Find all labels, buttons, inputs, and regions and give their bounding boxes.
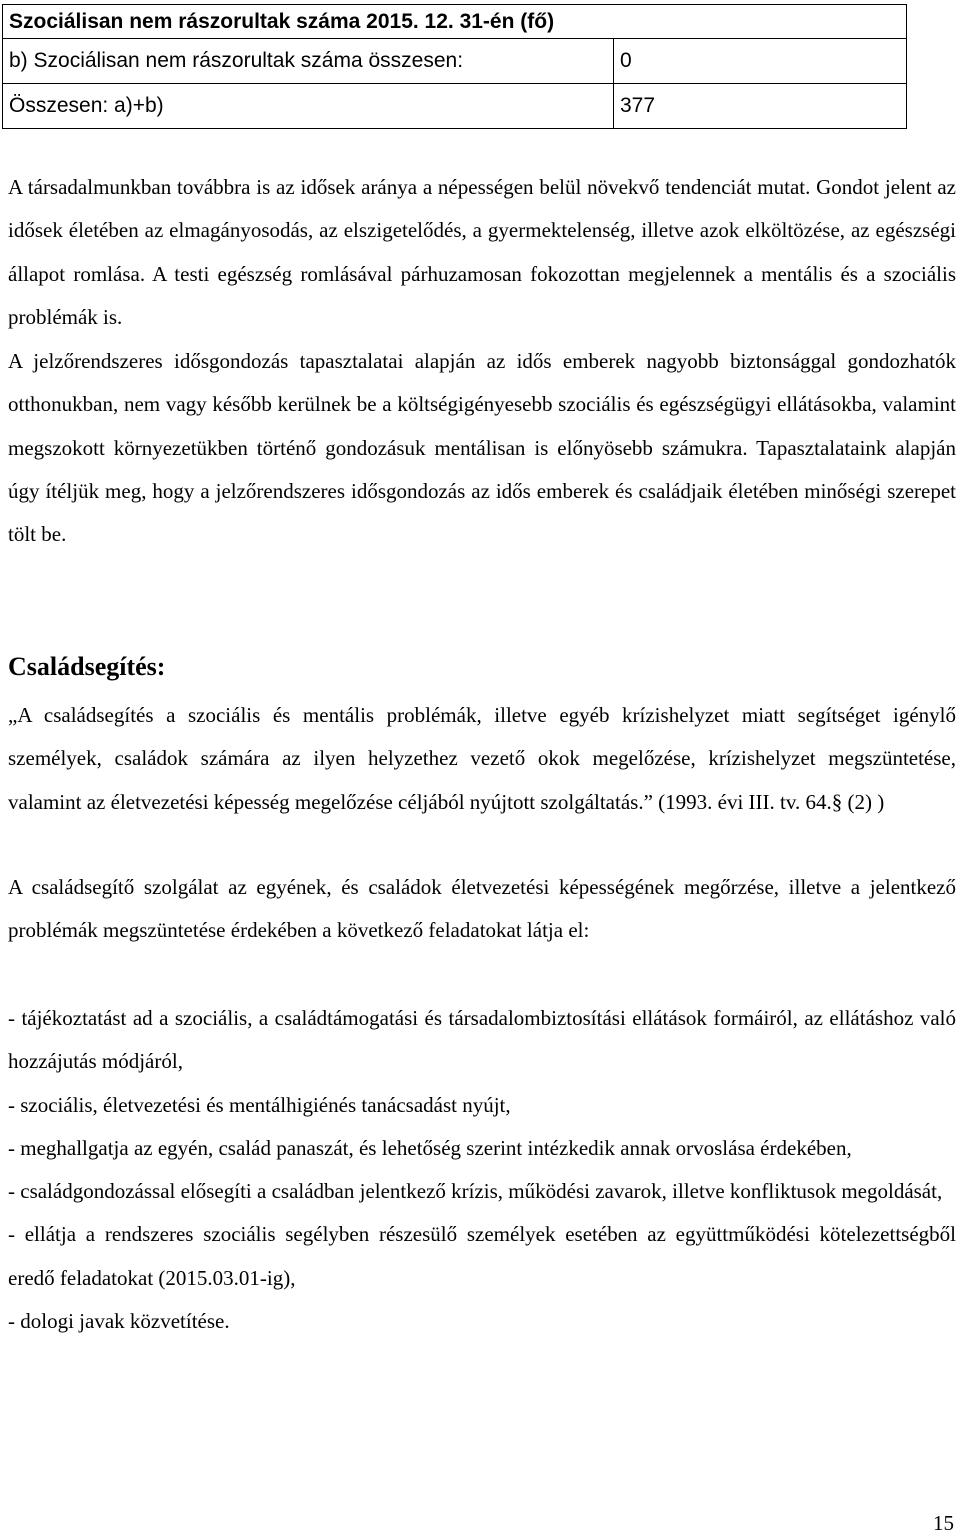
section-heading: Családsegítés:	[8, 652, 166, 681]
list-item: - ellátja a rendszeres szociális segélyben részesülő személyek esetében az együttműködési kötelezettségből eredő feladatokat (2015.03.01-ig),	[8, 1222, 956, 1290]
list-item: - meghallgatja az egyén, család panaszát, és lehetőség szerint intézkedik annak orvoslása érdekében,	[8, 1135, 852, 1160]
task-list	[8, 997, 956, 1343]
table-row	[3, 5, 907, 39]
table-header-cell: Szociálisan nem rászorultak száma 2015. 12. 31-én (fő)	[3, 5, 907, 39]
table-value-cell: 0	[614, 39, 907, 84]
table-row	[3, 84, 907, 129]
page-number: 15	[933, 1511, 954, 1535]
table-total-label-cell: Összesen: a)+b)	[3, 84, 614, 129]
tasks-intro: A családsegítő szolgálat az egyének, és családok életvezetési képességének megőrzése, illetve a jelentkező problémák megszüntetése érdekében a következő feladatokat látja el:	[8, 875, 956, 943]
list-item: - tájékoztatást ad a szociális, a családtámogatási és társadalombiztosítási ellátások formáiról, az ellátáshoz való hozzájutás módjáról,	[8, 1006, 956, 1074]
table-row	[3, 39, 907, 84]
paragraph-elderly-trends: A társadalmunkban továbbra is az idősek aránya a népességen belül növekvő tendenciát mutat. Gondot jelent az idősek életében az elmagányosodás, az elszigetelődés, a gyermektelenség, illetve azok elköltözése, az egészségi állapot romlása. A testi egészség romlásával párhuzamosan fokozottan megjelennek a mentális és a szociális problémák is.	[8, 175, 956, 329]
statistics-table	[2, 4, 907, 129]
list-item: - családgondozással elősegíti a családban jelentkező krízis, működési zavarok, illetve konfliktusok megoldását,	[8, 1179, 943, 1204]
paragraph-alarm-care: A jelzőrendszeres idősgondozás tapasztalatai alapján az idős emberek nagyobb biztonsággal gondozhatók otthonukban, nem vagy később kerülnek be a költségigényesebb szociális és egészségügyi ellátásokba, valamint megszokott környezetükben történő gondozásuk mentálisan is előnyösebb számukra. Tapasztalataink alapján úgy ítéljük meg, hogy a jelzőrendszeres idősgondozás az idős emberek és családjaik életében minőségi szerepet tölt be.	[8, 349, 956, 547]
table-label-cell: b) Szociálisan nem rászorultak száma összesen:	[3, 39, 614, 84]
list-item: - szociális, életvezetési és mentálhigiénés tanácsadást nyújt,	[8, 1092, 511, 1117]
list-item: - dologi javak közvetítése.	[8, 1309, 230, 1334]
table-total-value-cell: 377	[614, 84, 907, 129]
legal-quote: „A családsegítés a szociális és mentális problémák, illetve egyéb krízishelyzet miatt segítséget igénylő személyek, családok számára az ilyen helyzethez vezető okok megelőzése, krízishelyzet megszüntetése, valamint az életvezetési képesség megelőzése céljából nyújtott szolgáltatás.” (1993. évi III. tv. 64.§ (2) )	[8, 703, 956, 814]
